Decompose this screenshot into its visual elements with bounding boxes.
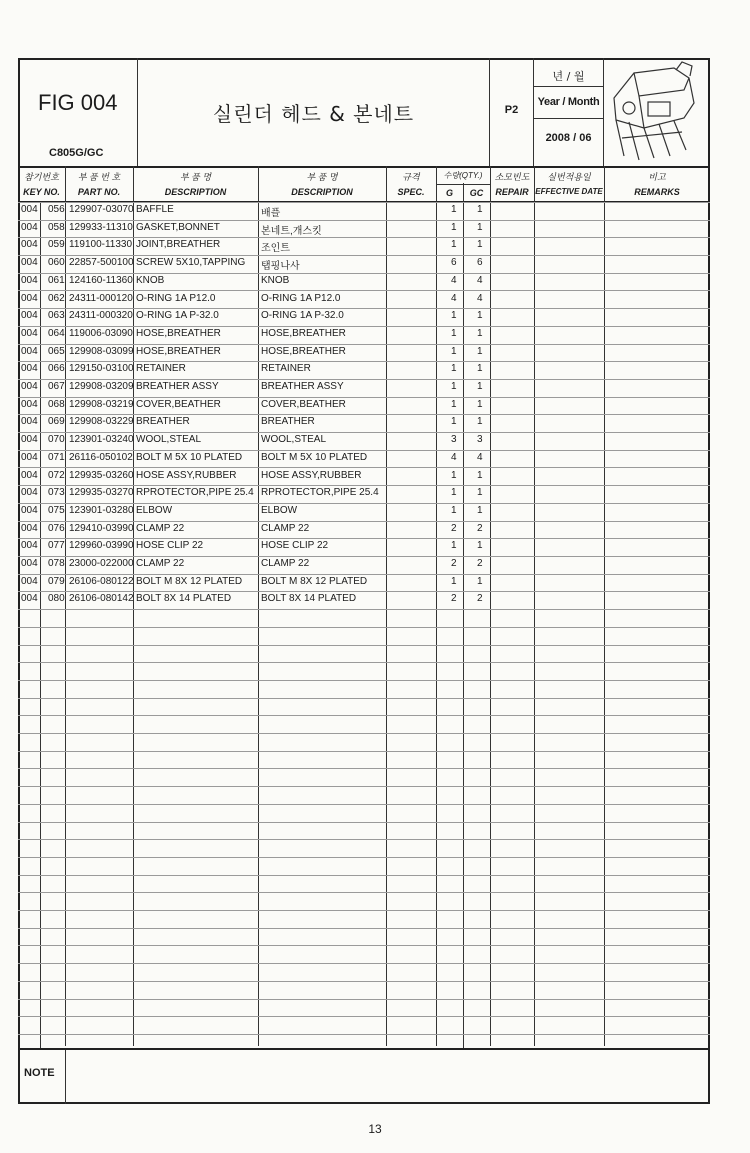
row-fig: 004 — [21, 558, 38, 569]
row-qty-g: 1 — [451, 487, 457, 499]
table-row — [18, 291, 710, 309]
row-qty-gc: 3 — [477, 434, 483, 446]
row-part-no: 129908-03229 — [69, 416, 134, 428]
row-qty-gc: 1 — [477, 239, 483, 251]
row-description-ko: KNOB — [261, 274, 290, 286]
row-description: HOSE CLIP 22 — [136, 540, 204, 552]
row-qty-g: 1 — [451, 398, 457, 410]
row-qty-gc: 1 — [477, 381, 483, 392]
row-description-ko: CLAMP 22 — [261, 522, 310, 534]
row-fig: 004 — [21, 416, 38, 428]
row-description-ko: HOSE,BREATHER — [261, 327, 346, 339]
note-label: NOTE — [24, 1067, 55, 1079]
row-qty-g: 4 — [451, 292, 457, 304]
col-key-ko: 참기번호 — [24, 172, 59, 182]
table-row — [18, 379, 710, 397]
row-description-ko: 탭핑나사 — [261, 261, 300, 273]
row-fig: 004 — [21, 327, 38, 339]
row-key-no: 065 — [48, 345, 65, 357]
row-description: HOSE ASSY,RUBBER — [136, 469, 237, 481]
row-description: GASKET,BONNET — [136, 221, 220, 233]
row-description: RETAINER — [136, 363, 186, 375]
row-part-no: 129907-03070 — [69, 204, 134, 215]
row-description: COVER,BEATHER — [136, 398, 221, 410]
col-remarks-ko: 비고 — [648, 172, 666, 182]
row-key-no: 079 — [48, 575, 65, 587]
row-key-no: 061 — [48, 274, 65, 286]
row-qty-g: 1 — [451, 381, 457, 392]
row-qty-gc: 1 — [477, 540, 483, 552]
row-part-no: 24311-000320 — [69, 310, 133, 322]
title-box — [138, 58, 490, 166]
row-key-no: 076 — [48, 522, 65, 534]
row-fig: 004 — [21, 398, 38, 410]
row-qty-g: 1 — [451, 575, 457, 587]
row-qty-gc: 1 — [477, 398, 483, 410]
row-description: JOINT,BREATHER — [136, 239, 221, 251]
row-part-no: 119100-11330 — [69, 239, 133, 251]
col-effective-en: EFFECTIVE DATE — [535, 187, 603, 196]
row-key-no: 075 — [48, 504, 65, 516]
row-qty-gc: 1 — [477, 363, 483, 375]
table-row — [18, 220, 710, 238]
row-part-no: 129935-03270 — [69, 487, 134, 499]
row-description-ko: BREATHER ASSY — [261, 381, 344, 392]
table-row — [18, 521, 710, 539]
row-qty-gc: 1 — [477, 221, 483, 233]
table-row — [18, 255, 710, 273]
row-description-ko: BOLT M 8X 12 PLATED — [261, 575, 368, 587]
row-qty-g: 4 — [451, 274, 457, 286]
row-qty-g: 1 — [451, 310, 457, 322]
row-key-no: 071 — [48, 451, 65, 463]
row-description: SCREW 5X10,TAPPING — [136, 257, 246, 269]
row-qty-gc: 2 — [477, 558, 483, 569]
year-month-ko: 년 / 월 — [552, 70, 585, 83]
row-qty-gc: 1 — [477, 469, 483, 481]
row-description-ko: O-RING 1A P-32.0 — [261, 310, 344, 322]
row-description: BOLT M 5X 10 PLATED — [136, 451, 243, 463]
row-part-no: 129960-03990 — [69, 540, 134, 552]
row-qty-g: 1 — [451, 363, 457, 375]
row-description-ko: HOSE,BREATHER — [261, 345, 346, 357]
row-description-ko: BOLT M 5X 10 PLATED — [261, 451, 368, 463]
row-qty-gc: 1 — [477, 416, 483, 428]
row-key-no: 062 — [48, 292, 65, 304]
row-fig: 004 — [21, 469, 38, 481]
row-description: O-RING 1A P12.0 — [136, 292, 216, 304]
row-qty-g: 1 — [451, 416, 457, 428]
row-key-no: 077 — [48, 540, 65, 552]
row-part-no: 24311-000120 — [69, 292, 133, 304]
row-part-no: 26106-080122 — [69, 575, 134, 587]
row-qty-g: 1 — [451, 239, 457, 251]
row-description: BOLT M 8X 12 PLATED — [136, 575, 243, 587]
table-row — [18, 591, 710, 609]
row-qty-gc: 1 — [477, 345, 483, 357]
row-key-no: 069 — [48, 416, 65, 428]
row-qty-gc: 1 — [477, 327, 483, 339]
row-description-ko: O-RING 1A P12.0 — [261, 292, 341, 304]
row-description: CLAMP 22 — [136, 558, 185, 569]
row-description: RPROTECTOR,PIPE 25.4 — [136, 487, 254, 499]
row-key-no: 080 — [48, 593, 65, 605]
table-row — [18, 556, 710, 574]
row-fig: 004 — [21, 274, 38, 286]
figure-number: FIG 004 — [38, 90, 118, 115]
col-repair-ko: 소모빈도 — [494, 172, 530, 182]
row-qty-gc: 4 — [477, 274, 483, 286]
row-qty-g: 6 — [451, 257, 457, 269]
row-qty-g: 3 — [451, 434, 457, 446]
table-row — [18, 468, 710, 486]
row-key-no: 072 — [48, 469, 65, 481]
row-qty-g: 2 — [451, 593, 457, 605]
row-description-ko: RPROTECTOR,PIPE 25.4 — [261, 487, 379, 499]
row-part-no: 123901-03240 — [69, 434, 134, 446]
row-fig: 004 — [21, 522, 38, 534]
harvester-machine-illustration — [604, 58, 710, 166]
row-key-no: 063 — [48, 310, 65, 322]
row-qty-g: 1 — [451, 204, 457, 215]
row-description-ko: RETAINER — [261, 363, 311, 375]
row-description: KNOB — [136, 274, 165, 286]
row-part-no: 129908-03099 — [69, 345, 134, 357]
row-qty-g: 4 — [451, 451, 457, 463]
row-fig: 004 — [21, 221, 38, 233]
row-description-ko: CLAMP 22 — [261, 558, 310, 569]
row-fig: 004 — [21, 292, 38, 304]
row-part-no: 129410-03990 — [69, 522, 134, 534]
model-code: C805G/GC — [49, 147, 104, 159]
page-code: P2 — [504, 104, 519, 116]
row-description: BAFFLE — [136, 204, 174, 215]
row-fig: 004 — [21, 310, 38, 322]
row-fig: 004 — [21, 540, 38, 552]
row-part-no: 119006-03090 — [69, 327, 133, 339]
row-part-no: 124160-11360 — [69, 274, 133, 286]
row-description: BREATHER — [136, 416, 190, 428]
col-remarks-en: REMARKS — [634, 187, 680, 197]
row-qty-gc: 2 — [477, 522, 483, 534]
table-row — [18, 503, 710, 521]
col-qty-g: G — [445, 188, 453, 198]
row-key-no: 058 — [48, 221, 65, 233]
row-description: ELBOW — [136, 504, 173, 516]
row-part-no: 129908-03209 — [69, 381, 134, 392]
col-desc2-ko: 부 품 명 — [306, 172, 338, 182]
row-qty-gc: 1 — [477, 575, 483, 587]
table-row — [18, 574, 710, 592]
row-fig: 004 — [21, 345, 38, 357]
table-row — [18, 237, 710, 255]
row-description: HOSE,BREATHER — [136, 327, 221, 339]
row-part-no: 129933-11310 — [69, 221, 133, 233]
row-qty-gc: 1 — [477, 204, 483, 215]
col-desc2-en: DESCRIPTION — [291, 187, 353, 197]
col-qty-gc: GC — [469, 188, 484, 198]
row-key-no: 068 — [48, 398, 65, 410]
note-area — [18, 1048, 710, 1104]
row-qty-gc: 1 — [477, 487, 483, 499]
row-qty-g: 1 — [451, 504, 457, 516]
row-description: WOOL,STEAL — [136, 434, 202, 446]
row-part-no: 26116-050102 — [69, 451, 133, 463]
col-desc-en: DESCRIPTION — [164, 187, 227, 197]
table-row — [18, 414, 710, 432]
row-fig: 004 — [21, 434, 38, 446]
issue-date: 2008 / 06 — [545, 132, 592, 144]
row-description-ko: HOSE CLIP 22 — [261, 540, 329, 552]
row-fig: 004 — [21, 451, 38, 463]
col-spec-ko: 규격 — [402, 172, 420, 182]
table-row — [18, 432, 710, 450]
column-header-row — [18, 166, 710, 202]
table-row — [18, 485, 710, 503]
row-qty-g: 1 — [451, 221, 457, 233]
row-description: BREATHER ASSY — [136, 381, 219, 392]
row-key-no: 060 — [48, 257, 65, 269]
col-effective-ko: 실번적용일 — [547, 172, 591, 182]
figure-box — [18, 58, 138, 166]
row-key-no: 078 — [48, 558, 65, 569]
row-key-no: 070 — [48, 434, 65, 446]
table-row — [18, 202, 710, 220]
row-description: HOSE,BREATHER — [136, 345, 221, 357]
table-row — [18, 326, 710, 344]
table-row — [18, 450, 710, 468]
row-key-no: 056 — [48, 204, 65, 215]
row-part-no: 22857-500100 — [69, 257, 134, 269]
row-fig: 004 — [21, 575, 38, 587]
row-part-no: 129908-03219 — [69, 398, 134, 410]
col-desc-ko: 부 품 명 — [179, 172, 212, 182]
row-part-no: 129150-03100 — [69, 363, 134, 375]
year-month-en: Year / Month — [537, 96, 600, 108]
row-key-no: 064 — [48, 327, 65, 339]
row-key-no: 066 — [48, 363, 65, 375]
row-qty-gc: 4 — [477, 292, 483, 304]
row-part-no: 26106-080142 — [69, 593, 134, 605]
row-description-ko: 배플 — [261, 208, 281, 219]
row-fig: 004 — [21, 593, 38, 605]
row-description-ko: HOSE ASSY,RUBBER — [261, 469, 362, 481]
table-row — [18, 361, 710, 379]
sheet-title: 실린더 헤드 & 본네트 — [212, 102, 415, 126]
page-number: 13 — [368, 1122, 382, 1136]
row-fig: 004 — [21, 363, 38, 375]
row-qty-g: 1 — [451, 469, 457, 481]
col-qty-ko: 수량(QTY.) — [443, 171, 483, 180]
row-fig: 004 — [21, 504, 38, 516]
row-description: O-RING 1A P-32.0 — [136, 310, 219, 322]
row-key-no: 059 — [48, 239, 65, 251]
table-row — [18, 273, 710, 291]
table-row — [18, 397, 710, 415]
row-qty-g: 2 — [451, 558, 457, 569]
row-qty-gc: 4 — [477, 451, 483, 463]
page-code-box — [490, 58, 534, 166]
row-description-ko: WOOL,STEAL — [261, 434, 327, 446]
col-key-en: KEY NO. — [23, 187, 60, 197]
row-part-no: 123901-03280 — [69, 504, 134, 516]
row-description-ko: BOLT 8X 14 PLATED — [261, 593, 357, 605]
row-qty-gc: 1 — [477, 310, 483, 322]
row-fig: 004 — [21, 487, 38, 499]
row-qty-g: 1 — [451, 345, 457, 357]
row-key-no: 073 — [48, 487, 65, 499]
row-key-no: 067 — [48, 381, 65, 392]
row-description-ko: 조인트 — [261, 243, 290, 255]
row-description-ko: COVER,BEATHER — [261, 398, 346, 410]
table-row — [18, 344, 710, 362]
table-row — [18, 538, 710, 556]
row-part-no: 129935-03260 — [69, 469, 134, 481]
row-qty-gc: 1 — [477, 504, 483, 516]
row-qty-g: 1 — [451, 540, 457, 552]
row-fig: 004 — [21, 239, 38, 251]
col-repair-en: REPAIR — [495, 187, 529, 197]
row-description: BOLT 8X 14 PLATED — [136, 593, 232, 605]
col-part-ko: 부 품 번 호 — [77, 172, 121, 182]
col-part-en: PART NO. — [77, 187, 121, 197]
row-description-ko: ELBOW — [261, 504, 298, 516]
row-qty-g: 1 — [451, 327, 457, 339]
row-part-no: 23000-022000 — [69, 558, 134, 569]
row-fig: 004 — [21, 204, 38, 215]
col-spec-en: SPEC. — [397, 187, 425, 197]
row-qty-gc: 6 — [477, 257, 483, 269]
row-description-ko: BREATHER — [261, 416, 315, 428]
sheet-header — [18, 58, 710, 166]
table-row — [18, 308, 710, 326]
row-fig: 004 — [21, 257, 38, 269]
row-fig: 004 — [21, 381, 38, 392]
row-qty-gc: 2 — [477, 593, 483, 605]
row-description: CLAMP 22 — [136, 522, 185, 534]
row-description-ko: 본네트,개스킷 — [261, 225, 322, 237]
row-qty-g: 2 — [451, 522, 457, 534]
year-month-box — [534, 58, 604, 166]
